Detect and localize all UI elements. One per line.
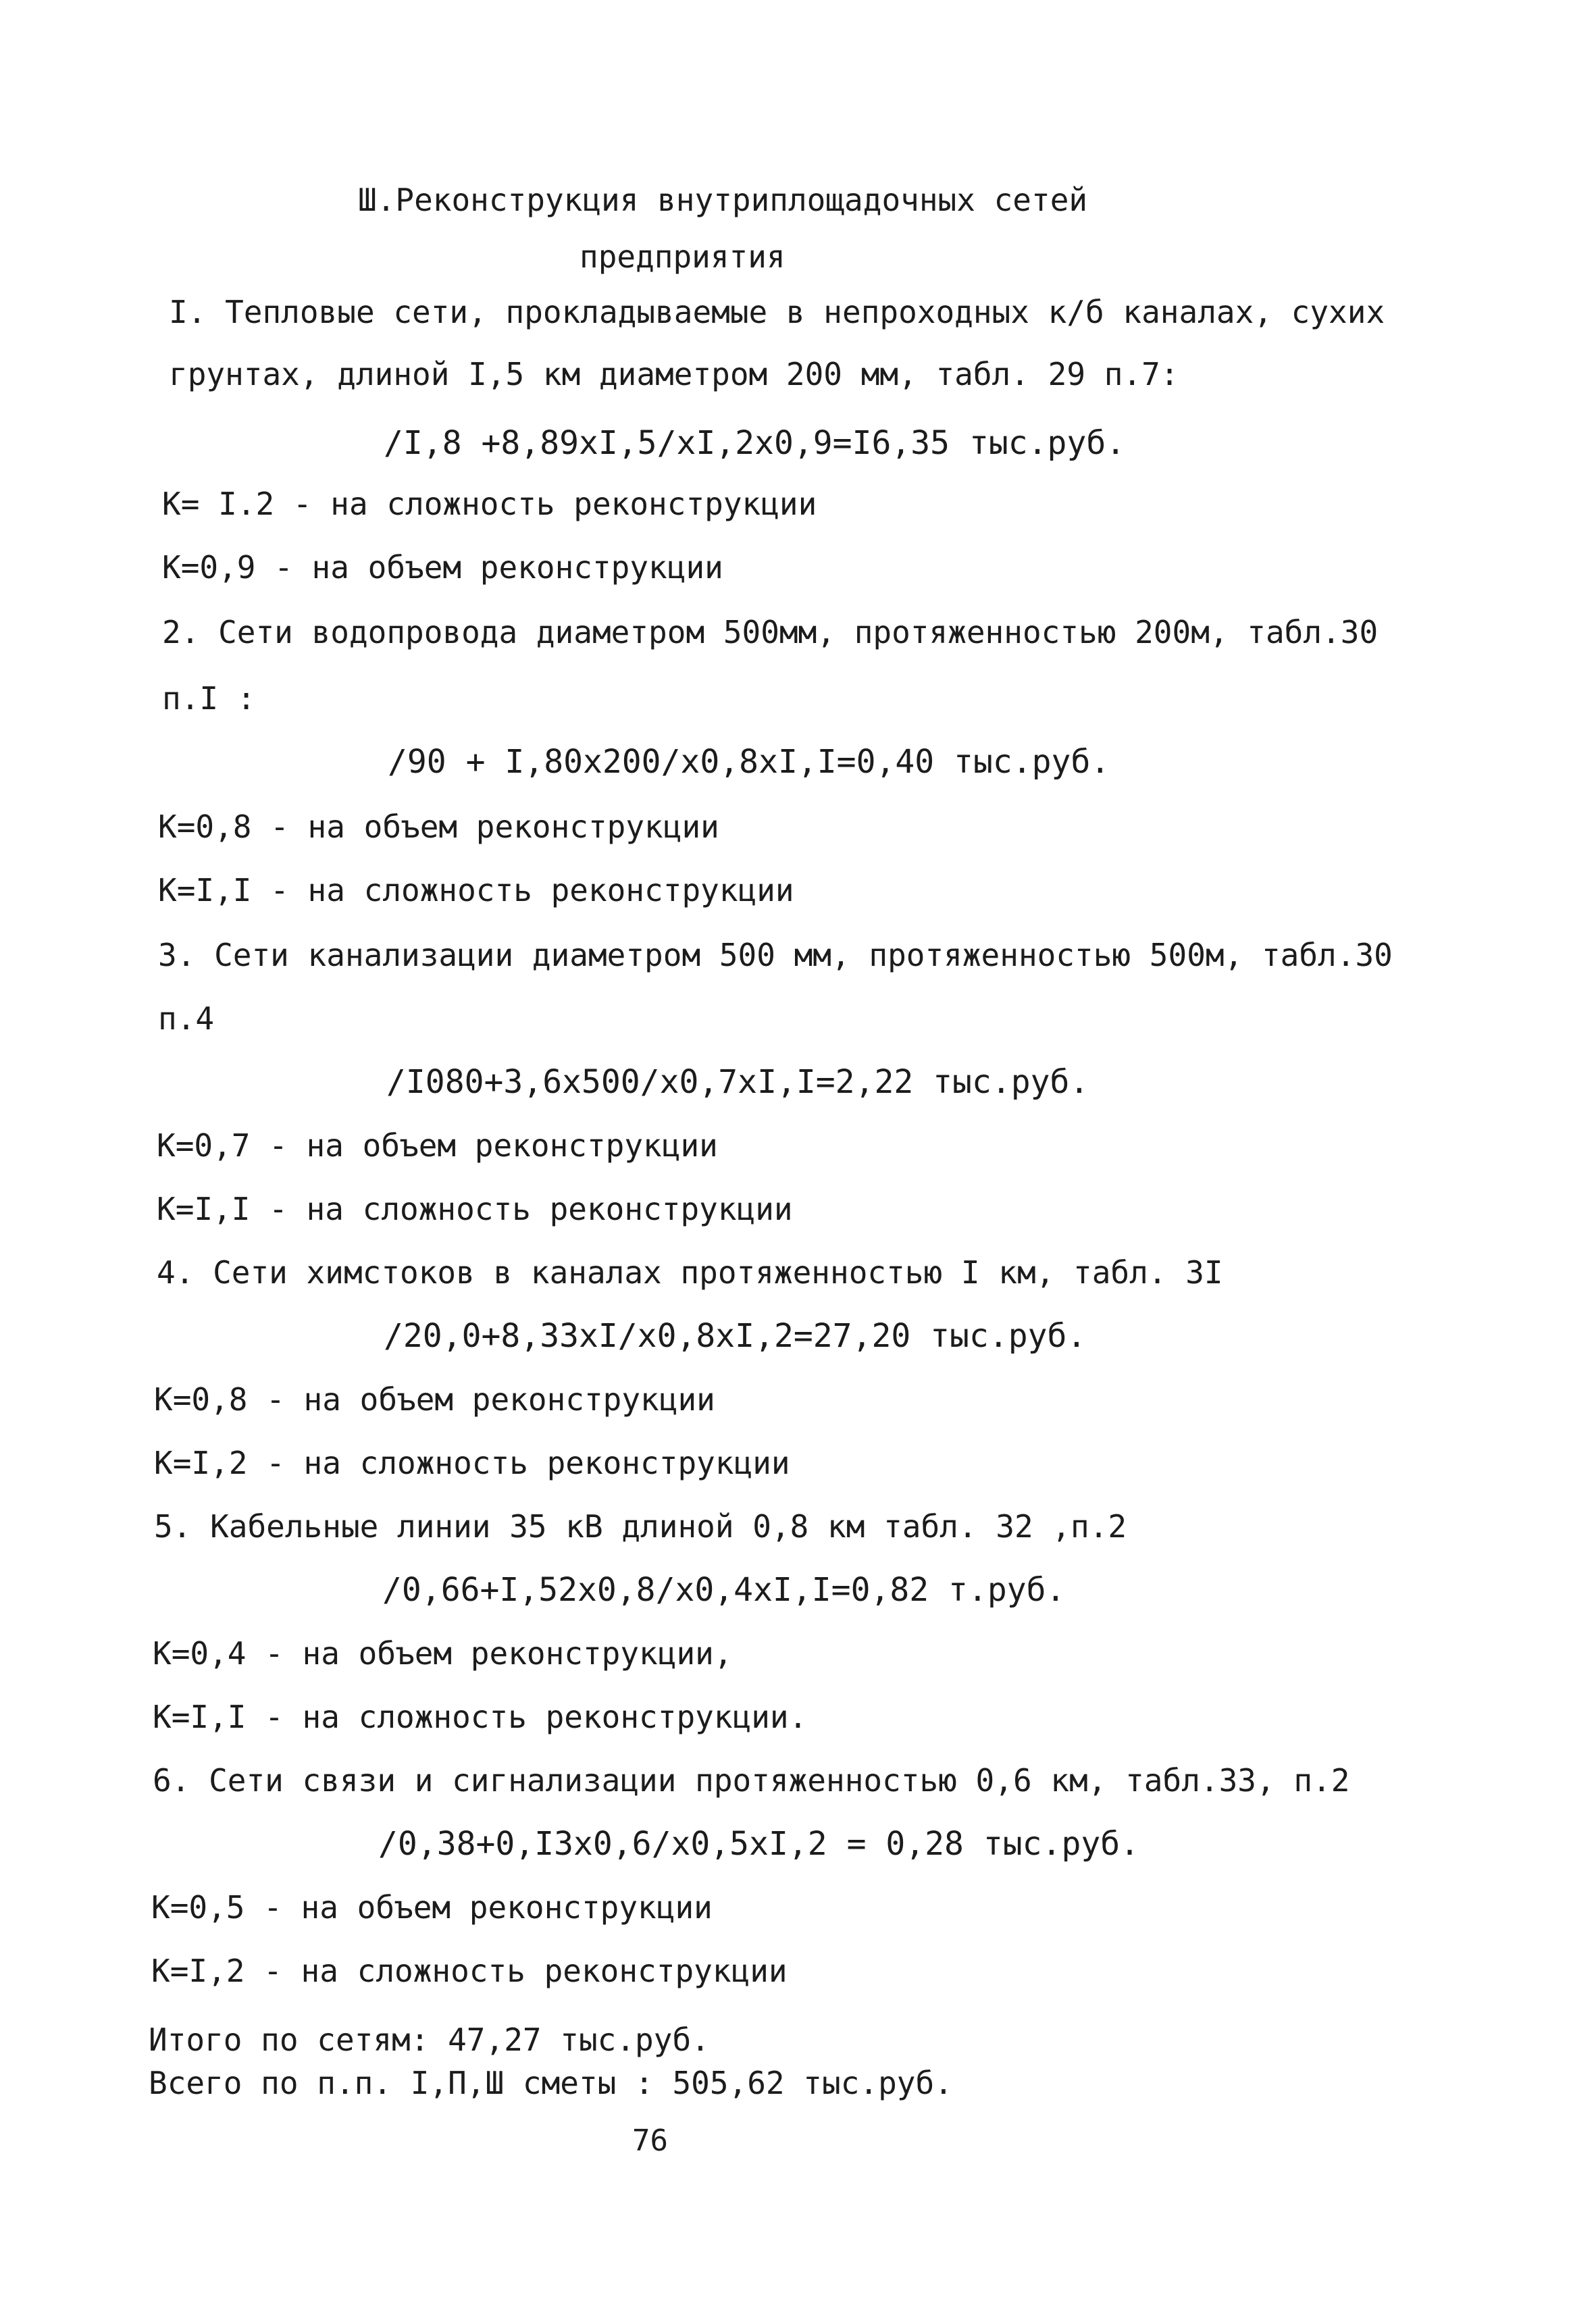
item6-coefficient-complexity: К=I,2 - на сложность реконструкции [151,1953,788,1989]
item1-formula: /I,8 +8,89xI,5/xI,2x0,9=I6,35 тыс.руб. [384,424,1126,462]
item3-coefficient-volume: К=0,7 - на объем реконструкции [157,1127,718,1164]
item1-coefficient-volume: К=0,9 - на объем реконструкции [162,549,723,586]
item6-text-line1: 6. Сети связи и сигнализации протяженностью 0,6 км, табл.33, п.2 [153,1762,1350,1799]
item3-coefficient-complexity: К=I,I - на сложность реконструкции [157,1191,793,1227]
section-title-line1: Ш.Реконструкция внутриплощадочных сетей [358,182,1088,218]
item4-formula: /20,0+8,33xI/x0,8xI,2=27,20 тыс.руб. [384,1317,1087,1355]
item1-text-line1: I. Тепловые сети, прокладываемые в непроходных к/б каналах, сухих [169,294,1385,330]
item2-formula: /90 + I,80x200/x0,8xI,I=0,40 тыс.руб. [388,743,1110,781]
item5-coefficient-volume: К=0,4 - на объем реконструкции, [153,1635,733,1672]
item5-coefficient-complexity: К=I,I - на сложность реконструкции. [153,1699,808,1735]
section-title-line2: предприятия [580,238,786,275]
item6-coefficient-volume: К=0,5 - на объем реконструкции [151,1889,713,1926]
item2-text-line1: 2. Сети водопровода диаметром 500мм, протяженностью 200м, табл.30 [162,614,1379,650]
item6-formula: /0,38+0,I3x0,6/x0,5xI,2 = 0,28 тыс.руб. [378,1825,1140,1863]
item3-text-line1: 3. Сети канализации диаметром 500 мм, протяженностью 500м, табл.30 [158,937,1393,973]
item4-coefficient-volume: К=0,8 - на объем реконструкции [154,1381,715,1418]
item2-coefficient-volume: К=0,8 - на объем реконструкции [158,808,719,845]
total-all: Всего по п.п. I,П,Ш сметы : 505,62 тыс.руб. [149,2065,953,2101]
item2-coefficient-complexity: К=I,I - на сложность реконструкции [158,872,794,908]
item1-coefficient-complexity: К= I.2 - на сложность реконструкции [162,486,817,522]
item4-coefficient-complexity: К=I,2 - на сложность реконструкции [154,1445,790,1481]
total-networks: Итого по сетям: 47,27 тыс.руб. [149,2022,710,2058]
page-number: 76 [632,2124,668,2158]
item5-formula: /0,66+I,52x0,8/x0,4xI,I=0,82 т.руб. [382,1571,1066,1609]
item3-text-line2: п.4 [158,1000,215,1037]
item3-formula: /I080+3,6x500/x0,7xI,I=2,22 тыс.руб. [386,1063,1089,1101]
item4-text-line1: 4. Сети химстоков в каналах протяженностью I км, табл. 3I [157,1254,1223,1291]
item1-text-line2: грунтах, длиной I,5 км диаметром 200 мм, табл. 29 п.7: [169,356,1179,392]
item2-text-line2: п.I : [162,680,256,717]
item5-text-line1: 5. Кабельные линии 35 кВ длиной 0,8 км табл. 32 ,п.2 [154,1508,1127,1545]
